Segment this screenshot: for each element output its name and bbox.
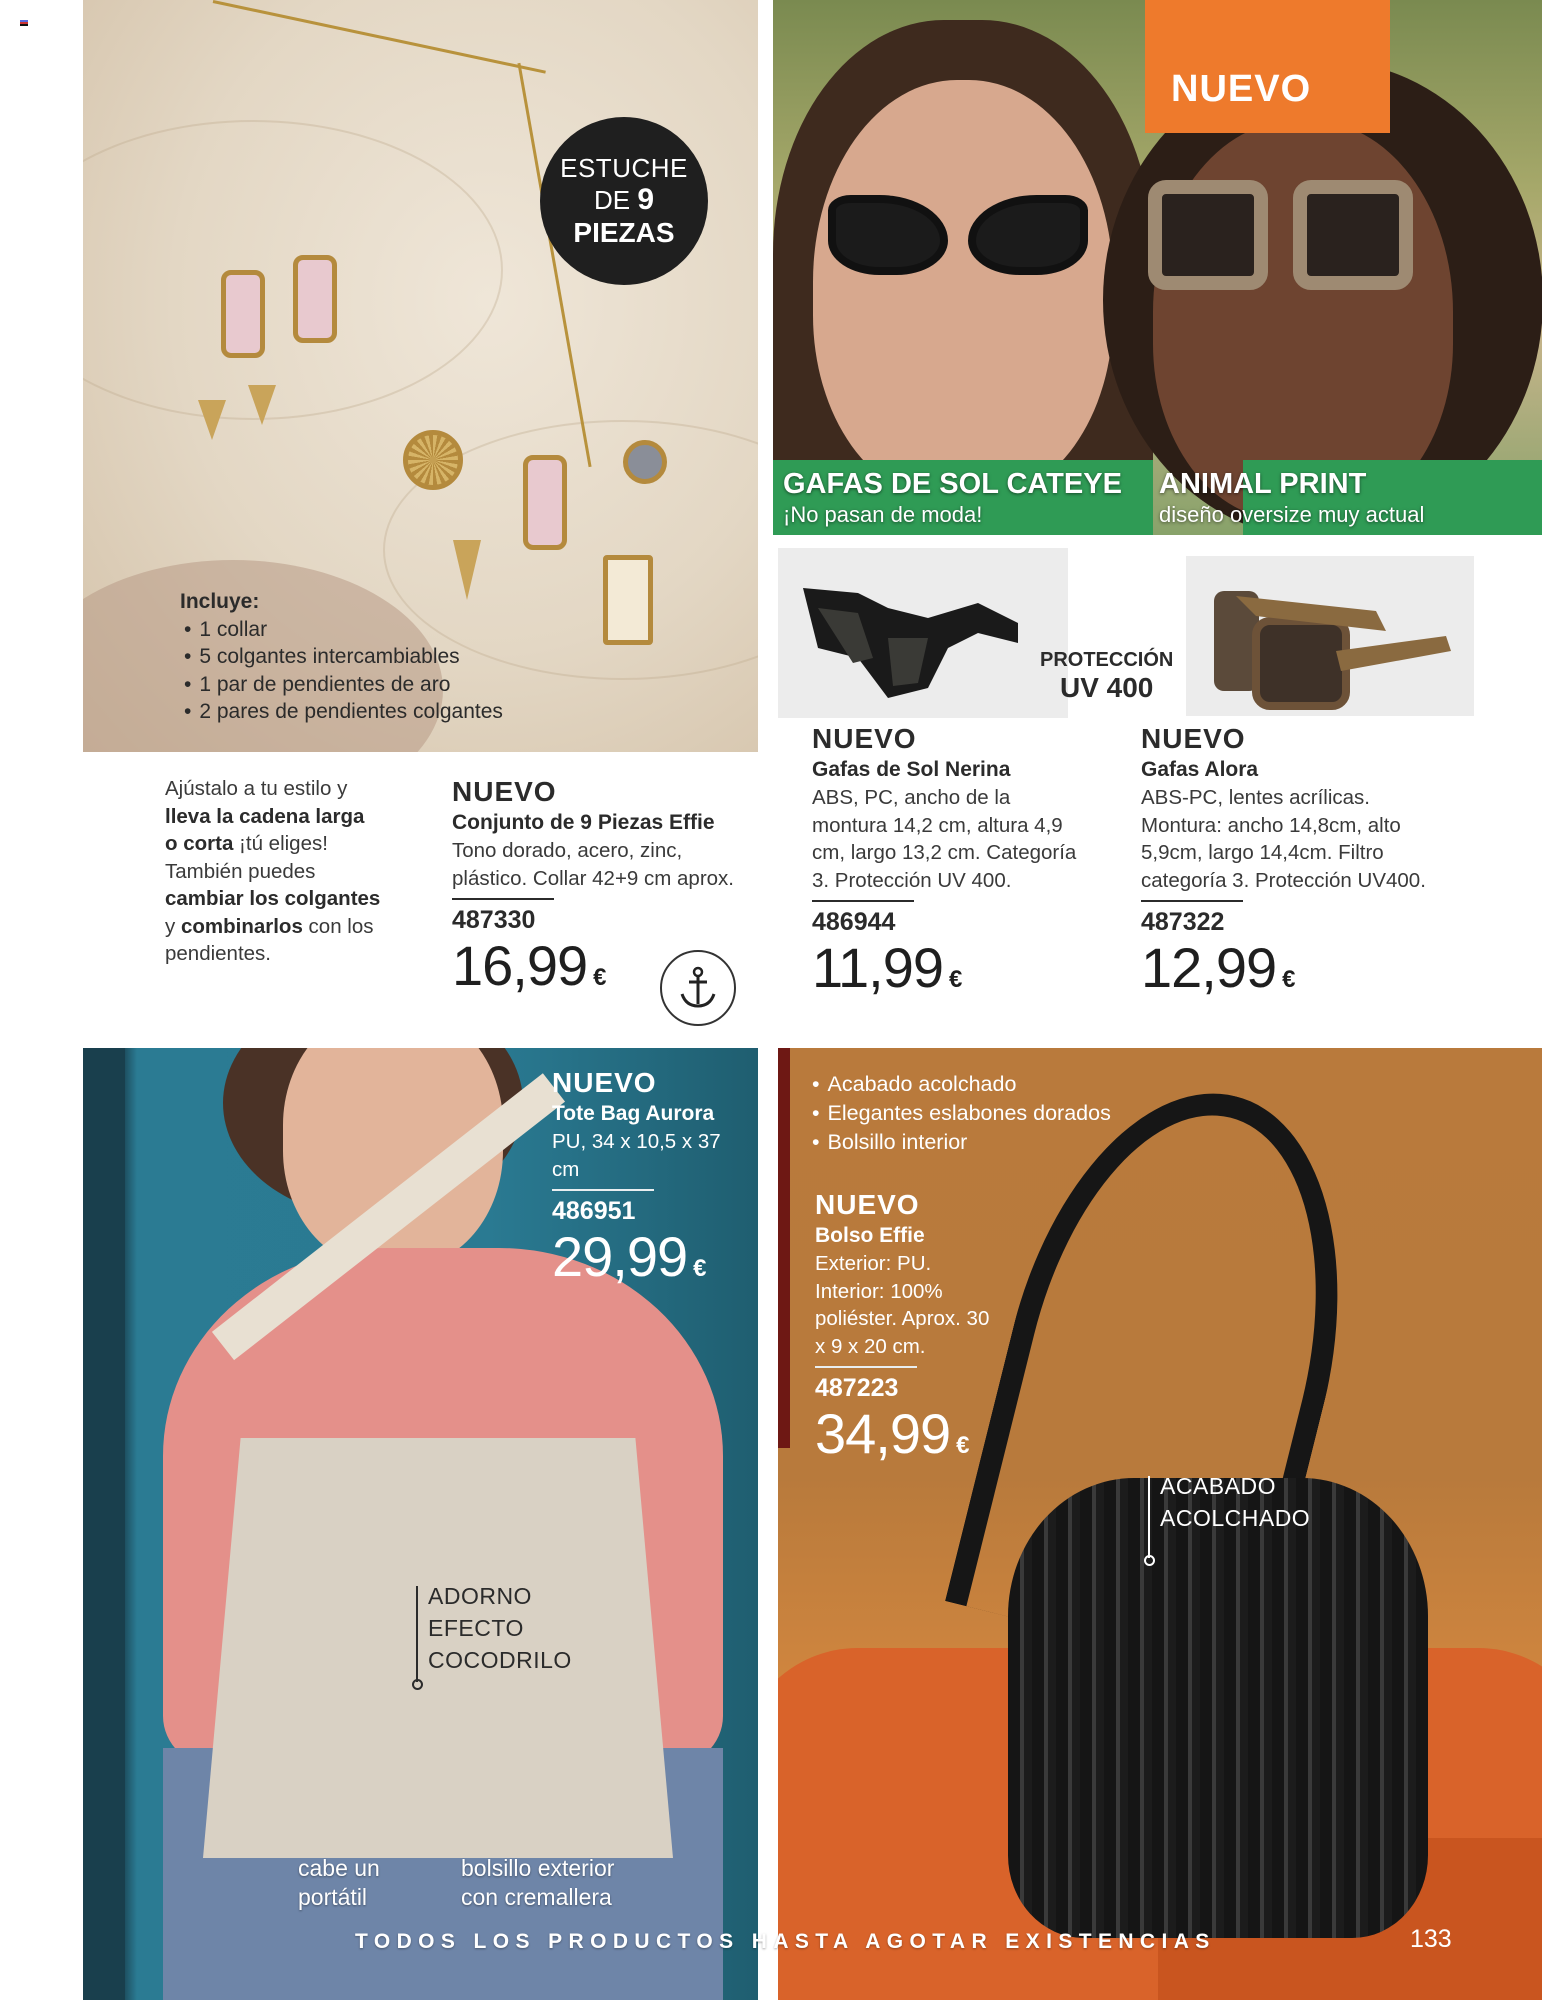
callout-pointer-icon: [416, 1586, 418, 1682]
product-description: Exterior: PU. Interior: 100% poliéster. Aprox. 30 x 9 x 20 cm.: [815, 1252, 990, 1358]
callout-line: EFECTO: [428, 1615, 524, 1641]
product-description: ABS-PC, lentes acrílicas. Montura: ancho 14,8cm, alto 5,9cm, largo 14,4cm. Filtro categoría 3. Protección UV400.: [1141, 786, 1426, 892]
note-line: con cremallera: [461, 1884, 612, 1910]
includes-list: [180, 588, 503, 726]
styling-note: [165, 775, 405, 968]
product-tote-bag-aurora[interactable]: [552, 1066, 752, 1299]
animal-print-caption: [1159, 467, 1424, 529]
product-name[interactable]: Conjunto de 9 Piezas Effie: [452, 811, 715, 834]
price-value: 29,99: [552, 1225, 688, 1288]
currency-symbol: €: [1282, 966, 1296, 993]
currency-symbol: €: [948, 966, 963, 993]
note-line: bolsillo exterior: [461, 1855, 615, 1881]
feature-item: • Bolsillo interior: [812, 1128, 1111, 1157]
page-number: 133: [1410, 1925, 1452, 1953]
nerina-sunglasses-photo[interactable]: [778, 548, 1068, 718]
note-line: cabe un: [298, 1855, 380, 1881]
uv-protection-label: [1040, 648, 1173, 704]
cateye-caption: [783, 467, 1122, 529]
product-code: 486951: [552, 1197, 636, 1225]
nine-piece-set-badge: [540, 117, 708, 285]
callout-line: ACABADO: [1160, 1473, 1276, 1499]
price-value: 34,99: [815, 1402, 951, 1465]
new-tag: NUEVO: [815, 1189, 920, 1220]
divider: [552, 1189, 654, 1191]
animal-print-subtitle: diseño oversize muy actual: [1159, 502, 1425, 527]
currency-symbol: €: [956, 1432, 970, 1459]
price-value: 12,99: [1141, 936, 1277, 999]
callout-pointer-icon: [1148, 1476, 1150, 1558]
callout-line: ADORNO: [428, 1583, 532, 1609]
corner-flag-icon: [20, 20, 28, 28]
animal-print-title: ANIMAL PRINT: [1159, 468, 1367, 500]
product-description: Tono dorado, acero, zinc, plástico. Collar 42+9 cm aprox.: [452, 839, 735, 890]
note-text: También puedes: [165, 859, 316, 883]
divider: [1141, 900, 1243, 902]
zip-pocket-note: [461, 1854, 614, 1912]
anchor-icon: [660, 950, 736, 1026]
badge-line-1: ESTUCHE: [560, 153, 688, 183]
note-text-bold: combinarlos: [180, 914, 303, 938]
includes-item: • 1 par de pendientes de aro: [180, 671, 503, 699]
note-text-bold: o corta: [165, 832, 234, 855]
price-value: 16,99: [452, 934, 588, 997]
laptop-fit-note: [298, 1854, 380, 1912]
badge-line-2: [594, 184, 654, 216]
feature-item: • Acabado acolchado: [812, 1070, 1111, 1099]
new-tag: NUEVO: [1141, 723, 1246, 754]
note-text: con los: [302, 914, 374, 938]
price-value: 11,99: [812, 936, 943, 999]
bolso-features-list: [812, 1070, 1111, 1157]
product-name[interactable]: Bolso Effie: [815, 1224, 925, 1247]
product-price: [1141, 938, 1441, 1010]
note-line: portátil: [298, 1884, 368, 1910]
divider: [812, 900, 914, 902]
product-bolso-effie[interactable]: [815, 1188, 1045, 1476]
stock-disclaimer: TODOS LOS PRODUCTOS HASTA AGOTAR EXISTENCIAS: [355, 1930, 1216, 1953]
uv-label-line-1: PROTECCIÓN: [1040, 649, 1174, 671]
badge-line-2-number: 9: [637, 183, 655, 216]
includes-item: • 1 collar: [180, 616, 503, 644]
new-tag: NUEVO: [552, 1067, 657, 1098]
new-tag: NUEVO: [452, 776, 557, 807]
includes-item: • 5 colgantes intercambiables: [180, 643, 503, 671]
divider: [815, 1366, 917, 1368]
product-name[interactable]: Gafas de Sol Nerina: [812, 758, 1011, 781]
product-code: 487330: [452, 906, 536, 934]
note-text-bold: cambiar los colgantes: [165, 887, 381, 910]
includes-title: Incluye:: [180, 590, 260, 613]
product-nerina-sunglasses[interactable]: [812, 722, 1112, 1010]
divider: [452, 898, 554, 900]
quilted-finish-callout: [1160, 1470, 1310, 1534]
currency-symbol: €: [593, 964, 607, 991]
cateye-title: GAFAS DE SOL CATEYE: [783, 468, 1122, 500]
includes-item: • 2 pares de pendientes colgantes: [180, 698, 503, 726]
product-code: 487322: [1141, 908, 1225, 936]
product-price: [815, 1404, 1045, 1476]
badge-line-3: PIEZAS: [573, 217, 675, 248]
product-name[interactable]: Tote Bag Aurora: [552, 1102, 715, 1125]
cateye-subtitle: ¡No pasan de moda!: [783, 502, 983, 527]
note-text: Ajústalo a tu estilo y: [165, 777, 348, 800]
callout-line: COCODRILO: [428, 1647, 572, 1673]
note-text: y: [165, 914, 181, 938]
crocodile-effect-callout: [428, 1580, 572, 1676]
callout-line: ACOLCHADO: [1160, 1505, 1311, 1531]
alora-sunglasses-photo[interactable]: [1186, 556, 1474, 716]
product-price: [812, 938, 1112, 1010]
feature-item: • Elegantes eslabones dorados: [812, 1099, 1111, 1128]
product-name[interactable]: Gafas Alora: [1141, 758, 1259, 781]
new-tag-banner: NUEVO: [1145, 0, 1390, 133]
uv-label-line-2: UV 400: [1059, 672, 1154, 703]
new-tag: NUEVO: [812, 723, 917, 754]
note-text: ¡tú eliges!: [233, 832, 328, 855]
note-text-bold: lleva la cadena larga: [165, 804, 365, 828]
product-price: [552, 1227, 752, 1299]
badge-line-2-prefix: DE: [593, 185, 631, 215]
sunglasses-hero-photo: [773, 0, 1542, 535]
product-description: ABS, PC, ancho de la montura 14,2 cm, altura 4,9 cm, largo 13,2 cm. Categoría 3. Protección UV 400.: [812, 786, 1077, 892]
product-description: PU, 34 x 10,5 x 37 cm: [552, 1130, 721, 1181]
product-alora-sunglasses[interactable]: [1141, 722, 1441, 1010]
currency-symbol: €: [693, 1255, 707, 1282]
product-code: 487223: [815, 1374, 899, 1402]
note-text: pendientes.: [165, 942, 272, 965]
product-code: 486944: [812, 908, 896, 936]
